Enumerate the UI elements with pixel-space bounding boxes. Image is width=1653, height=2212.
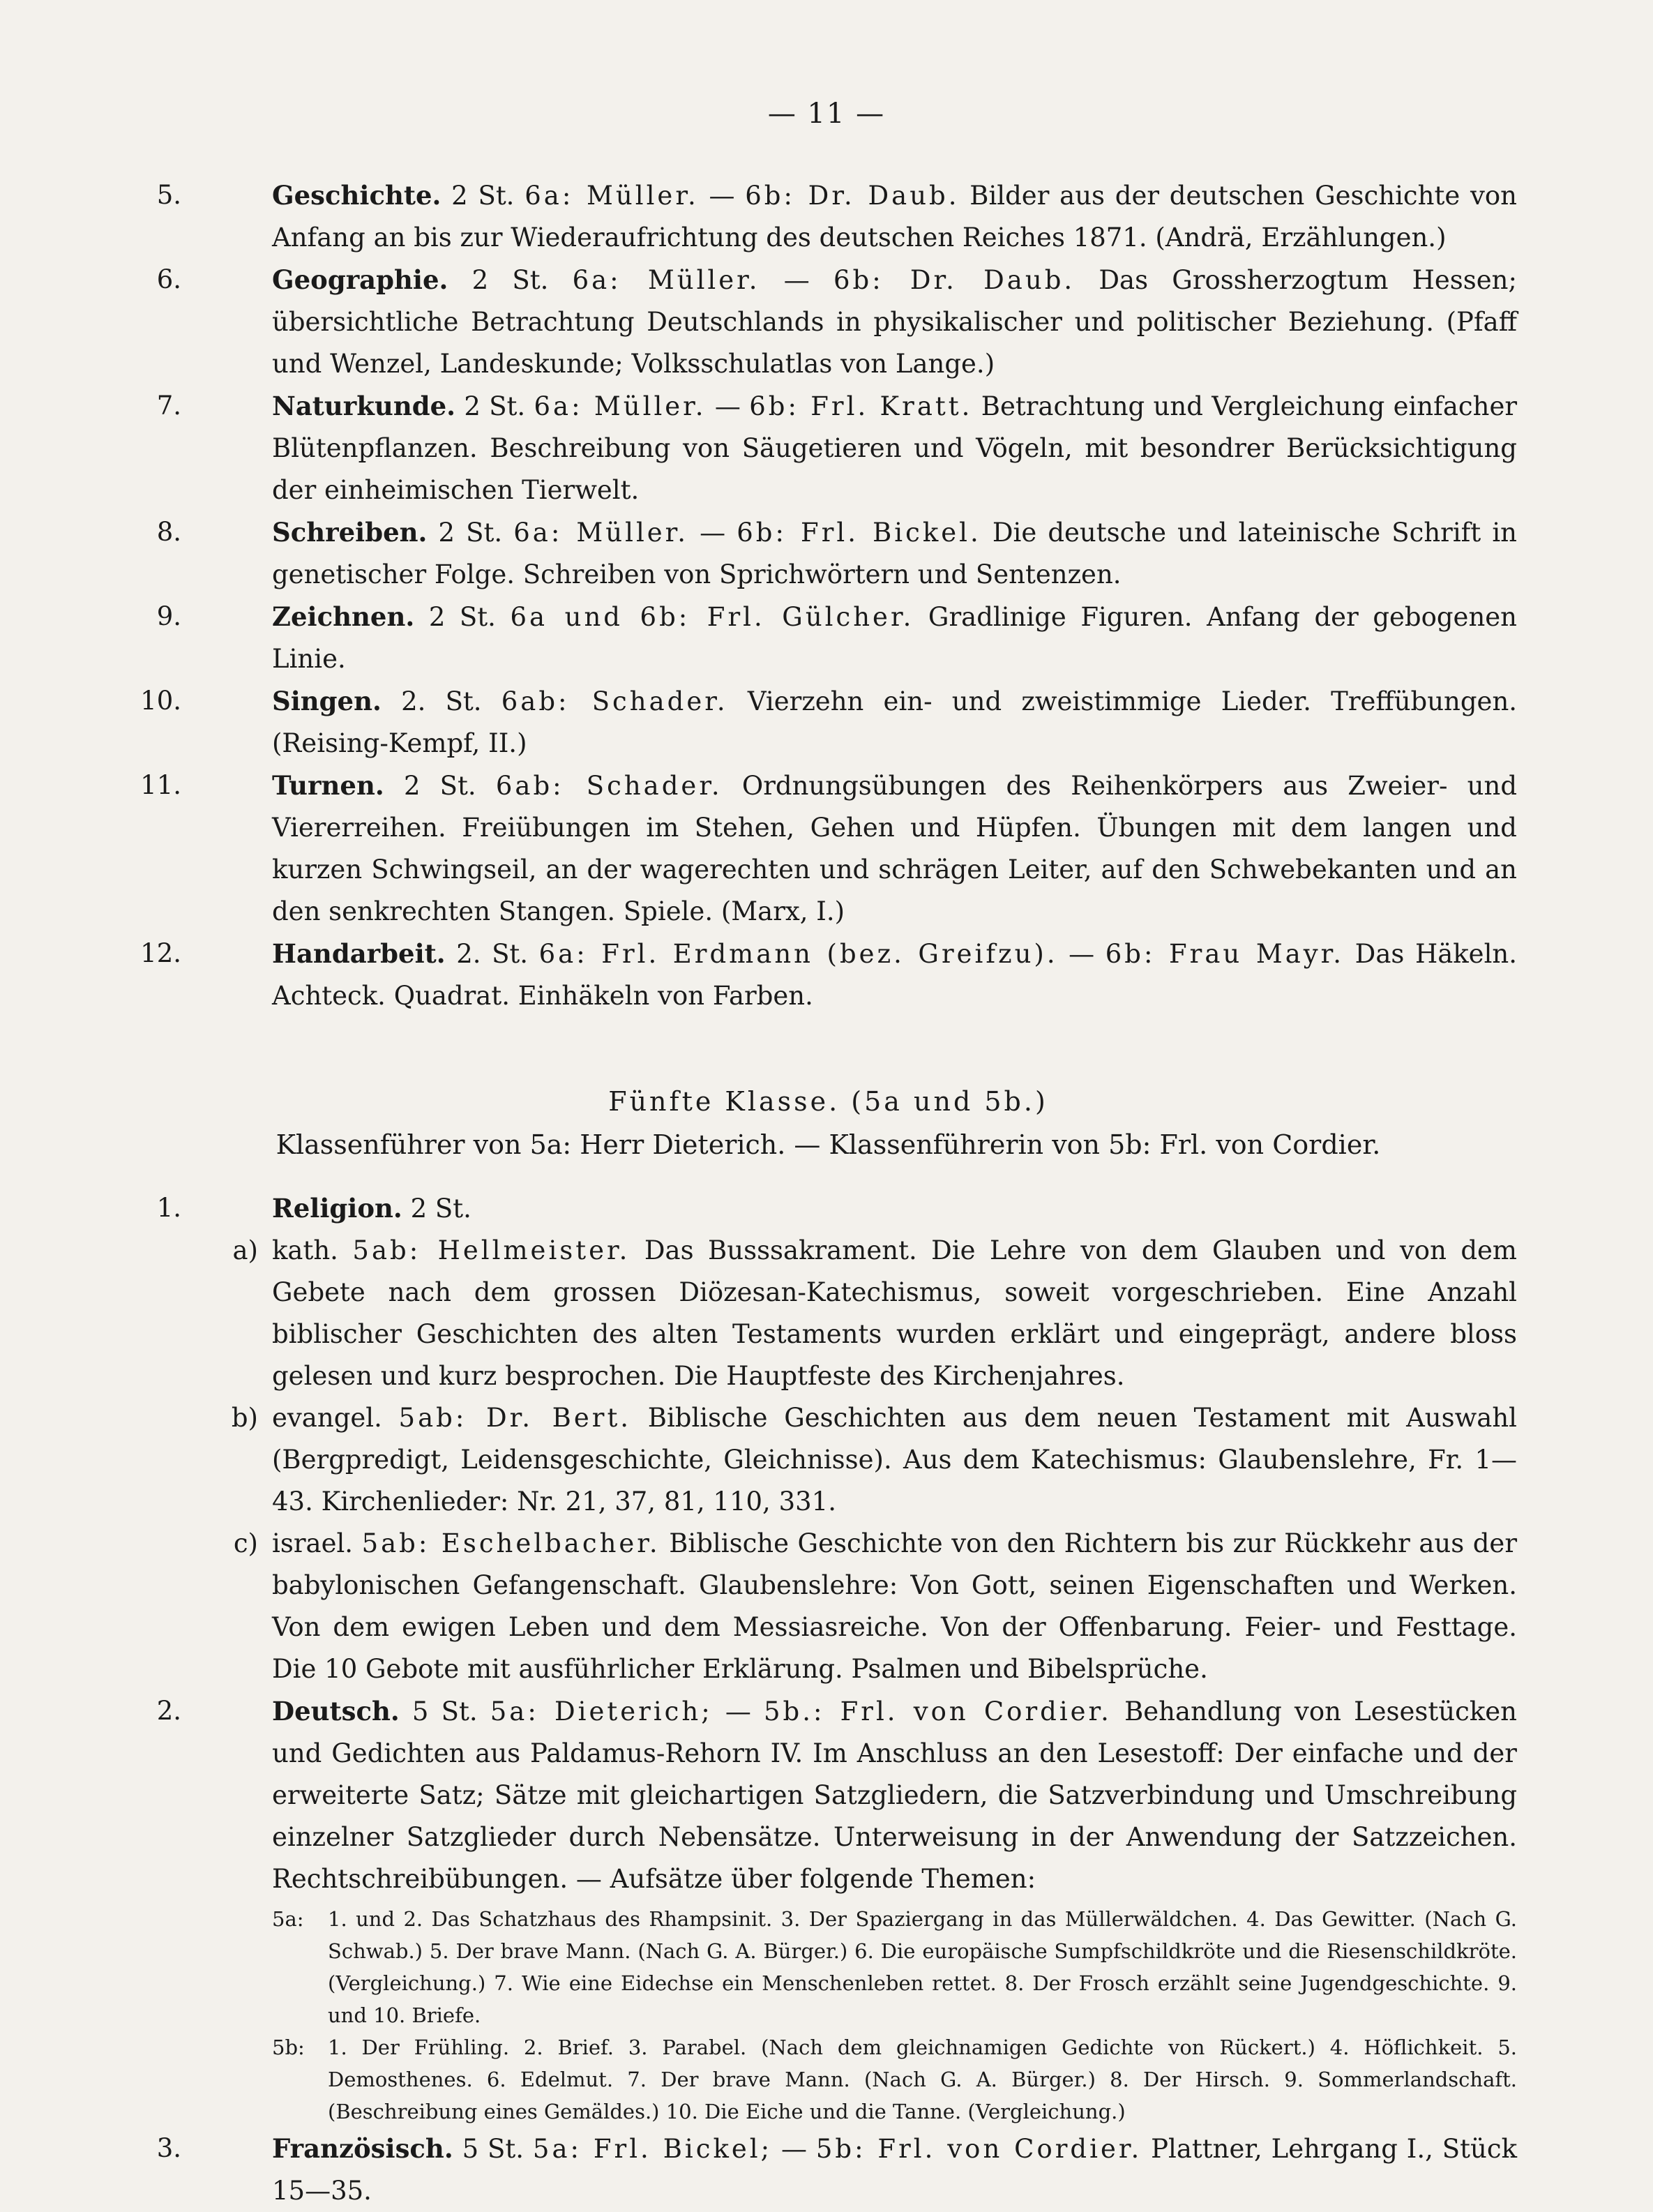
item-number: 12. — [140, 938, 181, 968]
topic-text: 1. und 2. Das Schatzhaus des Rhampsinit. 3. Der Spaziergang in das Müllerwäldchen. 4. Das Gewitter. (Nach G. Schwab.) 5. Der brave Mann. (Nach G. A. Bürger.) 6. Die europäische Sumpfschildkröte und die Riesenschildkröte. (Vergleichung.) 7. Wie eine Eidechse ein Menschenleben rettet. 8. Der Frosch erzählt seine Jugendgeschichte. 9. und 10. Briefe. — [328, 1907, 1517, 2027]
teacher-b: 5b: Frl. von Cordier. — [815, 2134, 1142, 2164]
teacher-a: 6a und 6b: Frl. Gülcher. — [510, 602, 914, 632]
essay-topics-5a — [272, 1903, 1517, 2031]
item-number: 10. — [140, 686, 181, 716]
topic-text: 1. Der Frühling. 2. Brief. 3. Parabel. (Nach dem gleichnamigen Gedichte von Rückert.) 4. Höflichkeit. 5. Demosthenes. 6. Edelmut. 7. Der brave Mann. (Nach G. A. Bürger.) 8. Der Hirsch. 9. Sommerlandschaft. (Beschreibung eines Gemäldes.) 10. Die Eiche und die Tanne. (Vergleichung.) — [328, 2036, 1517, 2123]
item-number: 9. — [156, 601, 181, 631]
item-number: 6. — [156, 264, 181, 294]
list-item — [139, 511, 1517, 596]
hours: 2 St. — [464, 391, 526, 421]
teacher: 5ab: Hellmeister. — [352, 1235, 631, 1265]
list-item — [139, 259, 1517, 385]
item-number: 2. — [156, 1696, 181, 1726]
subject-title: Handarbeit. — [272, 938, 446, 969]
page-body — [139, 174, 1517, 2212]
religion-part — [139, 1230, 1517, 1397]
subject-title: Französisch. — [272, 2133, 453, 2164]
part-text: Biblische Geschichten aus dem neuen Testament mit Auswahl (Bergpredigt, Leidensgeschichte, Gleichnisse). Aus dem Katechismus: Glaubenslehre, Fr. 1—43. Kirchenlieder: Nr. 21, 37, 81, 110, 331. — [272, 1403, 1518, 1517]
dash: — — [725, 1696, 751, 1726]
list-item — [139, 174, 1517, 259]
item-number: 3. — [156, 2133, 181, 2163]
part-text: Das Busssakrament. Die Lehre von dem Glauben und von dem Gebete nach dem grossen Diözesan-Katechismus, soweit vorgeschrieben. Eine Anzahl biblischer Geschichten des alten Testaments wurden erklärt und eingeprägt, andere bloss gelesen und kurz besprochen. Die Hauptfeste des Kirchenjahres. — [272, 1235, 1518, 1391]
item-text: Bilder aus der deutschen Geschichte von Anfang an bis zur Wiederaufrichtung des deutschen Reiches 1871. (Andrä, Erzählungen.) — [272, 181, 1518, 253]
item-text: Betrachtung und Vergleichung einfacher Blütenpflanzen. Beschreibung von Säugetieren und Vögeln, mit besondrer Berücksichtigung der einheimischen Tierwelt. — [272, 391, 1518, 505]
list-item — [139, 385, 1517, 511]
religion-part — [139, 1397, 1517, 1523]
teacher-a: 5a: Dieterich; — [490, 1696, 713, 1726]
list-item — [139, 680, 1517, 765]
hours: 2. St. — [456, 939, 529, 969]
part-text: Biblische Geschichte von den Richtern bis zur Rückkehr aus der babylonischen Gefangenschaft. Glaubenslehre: Von Gott, seinen Eigenschaften und Werken. Von dem ewigen Leben und dem Messiasreiche. Von der Offenbarung. Feier- und Festtage. Die 10 Gebote mit ausführlicher Erklärung. Psalmen und Bibelsprüche. — [272, 1528, 1518, 1684]
list-item-religion — [139, 1187, 1517, 1230]
topic-tag: 5b: — [272, 2036, 305, 2059]
part-label: kath. — [272, 1235, 338, 1265]
teacher: 5ab: Eschelbacher. — [361, 1528, 661, 1558]
item-number: 8. — [156, 517, 181, 547]
dash: — — [709, 181, 735, 211]
hours: 2 St. — [438, 518, 503, 548]
subject-title: Schreiben. — [272, 517, 428, 548]
teacher-a: 6a: Müller. — [524, 181, 699, 211]
teacher-a: 6a: Frl. Erdmann (bez. Greifzu). — [538, 939, 1058, 969]
part-label: israel. — [272, 1528, 354, 1558]
subject-title: Deutsch. — [272, 1696, 400, 1726]
hours: 2 St. — [410, 1194, 471, 1224]
item-text: Die deutsche und lateinische Schrift in genetischer Folge. Schreiben von Sprichwörtern und Sentenzen. — [272, 518, 1517, 589]
class-leaders: Klassenführer von 5a: Herr Dieterich. — Klassenführerin von 5b: Frl. von Cordier. — [276, 1129, 1381, 1160]
part-letter: b) — [231, 1403, 258, 1433]
dash: — — [1069, 939, 1095, 969]
teacher-b: 6b: Frl. Kratt. — [749, 391, 973, 421]
hours: 2 St. — [403, 771, 476, 801]
subject-title: Naturkunde. — [272, 391, 456, 421]
hours: 5 St. — [462, 2134, 524, 2164]
list-item-deutsch — [139, 1690, 1517, 2128]
subject-title: Religion. — [272, 1193, 402, 1224]
teacher-b: 5b.: Frl. von Cordier. — [763, 1696, 1112, 1726]
dash: — — [780, 2134, 807, 2164]
class-title: Fünfte Klasse. (5a und 5b.) — [608, 1086, 1048, 1117]
item-text: Vierzehn ein- und zweistimmige Lieder. Treffübungen. (Reising-Kempf, II.) — [272, 686, 1518, 758]
subject-title: Geographie. — [272, 264, 448, 295]
subject-title: Geschichte. — [272, 180, 441, 211]
teacher-a: 6a: Müller. — [534, 391, 707, 421]
hours: 2 St. — [471, 265, 549, 295]
item-text: Plattner, Lehrgang I., Stück 15—35. — [272, 2134, 1517, 2206]
teacher-b: 6b: Dr. Daub. — [745, 181, 960, 211]
item-number: 1. — [156, 1193, 181, 1223]
item-text: Gradlinige Figuren. Anfang der gebogenen Linie. — [272, 602, 1517, 674]
teacher-b: 6b: Frau Mayr. — [1105, 939, 1345, 969]
topic-tag: 5a: — [272, 1907, 304, 1931]
religion-part — [139, 1523, 1517, 1690]
teacher-a: 6a: Müller. — [572, 265, 760, 295]
part-letter: a) — [232, 1235, 258, 1265]
teacher: 5ab: Dr. Bert. — [398, 1403, 632, 1433]
item-text: Behandlung von Lesestücken und Gedichten aus Paldamus-Rehorn IV. Im Anschluss an den Lesestoff: Der einfache und der erweiterte Satz; Sätze mit gleichartigen Satzgliedern, die Satzverbindung und Umschreibung einzelner Satzglieder durch Nebensätze. Unterweisung in der Anwendung der Satzzeichen. Rechtschreibübungen. — Aufsätze über folgende Themen: — [272, 1696, 1517, 1894]
subject-title: Zeichnen. — [272, 601, 415, 632]
item-number: 7. — [156, 391, 181, 421]
item-number: 5. — [156, 180, 181, 210]
dash: — — [714, 391, 741, 421]
list-item — [139, 933, 1517, 1017]
dash: — — [700, 518, 726, 548]
teacher-a: 5a: Frl. Bickel; — [532, 2134, 773, 2164]
teacher-a: 6ab: Schader. — [501, 686, 728, 716]
hours: 2. St. — [401, 686, 482, 716]
hours: 2 St. — [428, 602, 496, 632]
list-item — [139, 596, 1517, 680]
hours: 2 St. — [451, 181, 515, 211]
list-item — [139, 765, 1517, 933]
hours: 5 St. — [412, 1696, 478, 1726]
list-item-franzoesisch — [139, 2128, 1517, 2212]
teacher-a: 6a: Müller. — [513, 518, 689, 548]
part-letter: c) — [233, 1528, 258, 1558]
item-text: Das Grossherzogtum Hessen; übersichtliche Betrachtung Deutschlands in physikalischer und politischer Beziehung. (Pfaff und Wenzel, Landeskunde; Volksschulatlas von Lange.) — [272, 265, 1517, 379]
subject-title: Turnen. — [272, 770, 384, 801]
teacher-b: 6b: Frl. Bickel. — [737, 518, 981, 548]
item-text: Ordnungsübungen des Reihenkörpers aus Zweier- und Viererreihen. Freiübungen im Stehen, Gehen und Hüpfen. Übungen mit dem langen und kurzen Schwingseil, an der wagerechten und schrägen Leiter, auf den Schwebekanten und an den senkrechten Stangen. Spiele. (Marx, I.) — [272, 771, 1518, 926]
teacher-b: 6b: Dr. Daub. — [833, 265, 1075, 295]
essay-topics-5b — [272, 2031, 1517, 2128]
item-number: 11. — [140, 770, 181, 800]
item-text: Das Häkeln. Achteck. Quadrat. Einhäkeln von Farben. — [272, 939, 1518, 1011]
page-number: — 11 — — [767, 98, 886, 130]
subject-title: Singen. — [272, 686, 382, 716]
essay-topics — [272, 1903, 1517, 2128]
part-label: evangel. — [272, 1403, 382, 1433]
dash: — — [783, 265, 810, 295]
teacher-a: 6ab: Schader. — [495, 771, 723, 801]
